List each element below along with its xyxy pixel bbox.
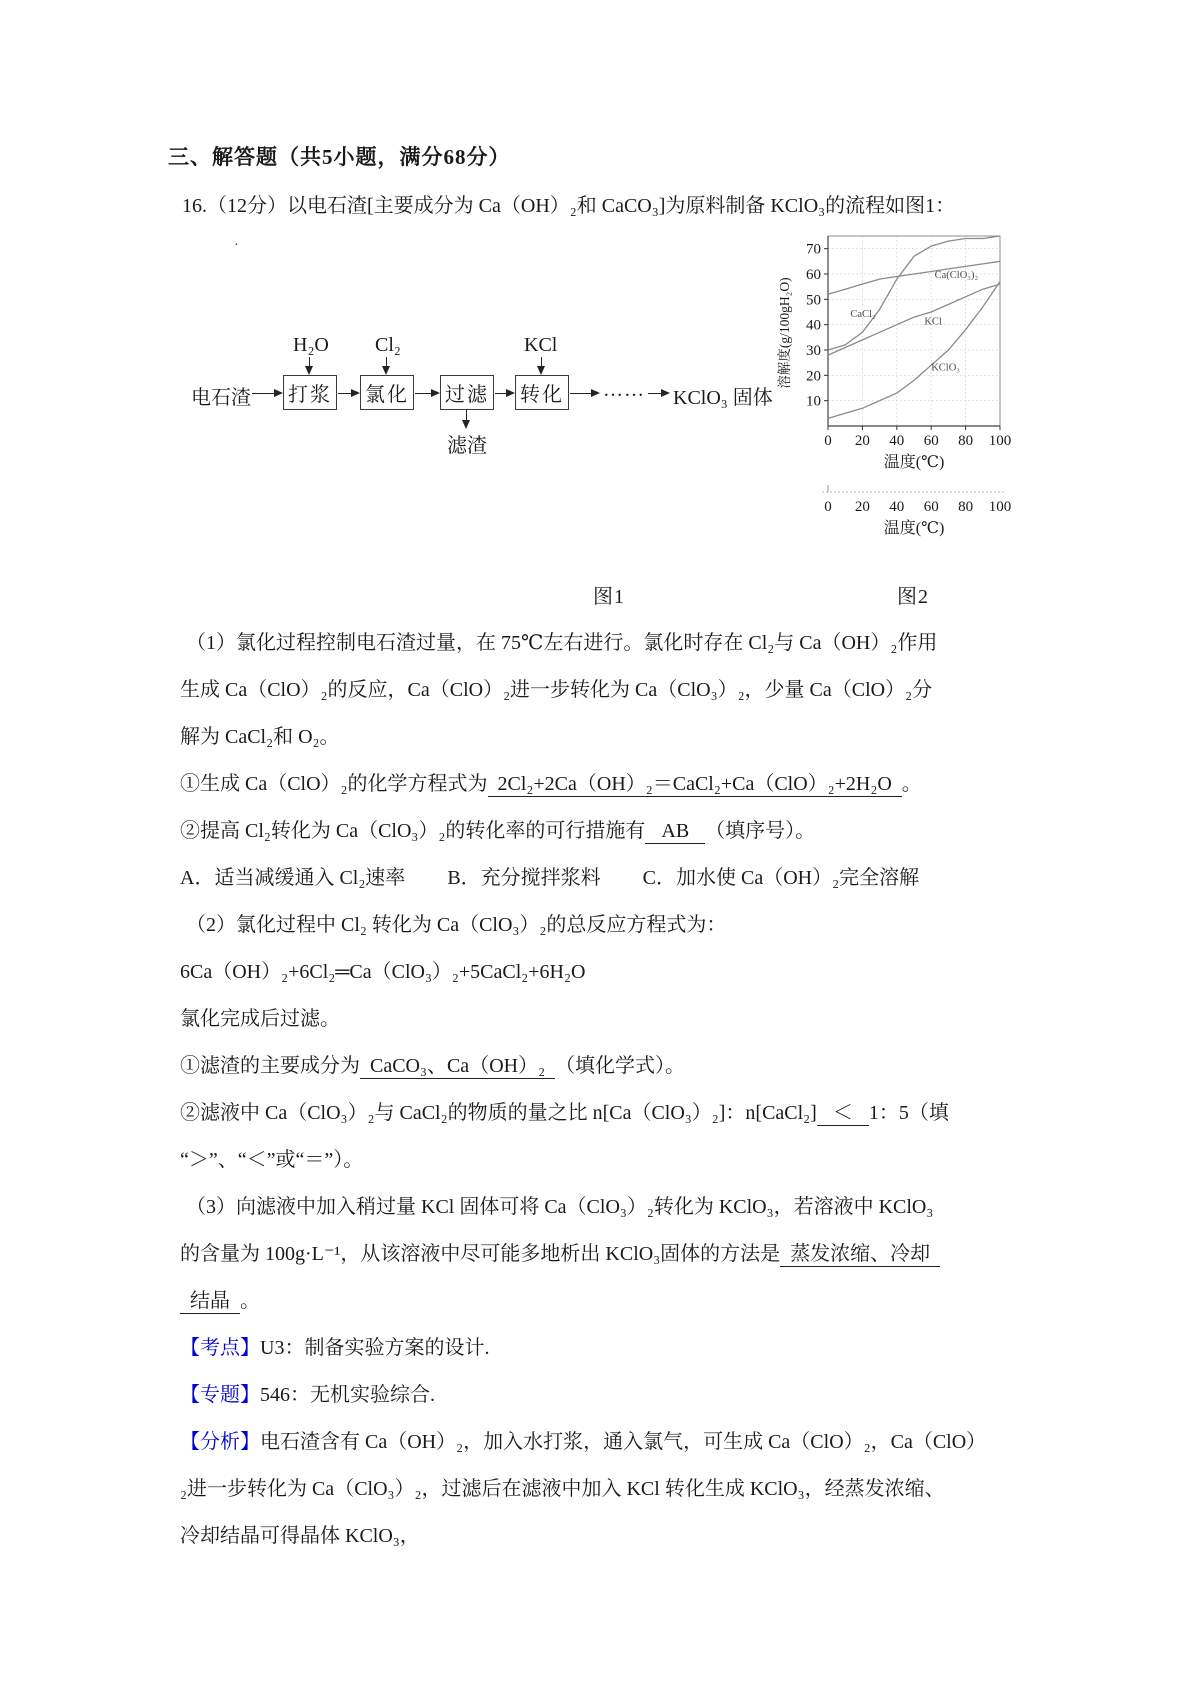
stray-dot-artifact: ·	[234, 238, 239, 253]
curve-label: KClO₃	[931, 362, 960, 374]
curve-label: Ca(ClO₃)₂	[934, 269, 979, 281]
figure2-solubility-chart	[775, 230, 1045, 542]
figure2-caption: 图2	[897, 586, 929, 608]
flow-step-conversion: 转化	[515, 375, 569, 410]
para-1-line-1: （1）氯化过程控制电石渣过量，在 75℃左右进行。氯化时存在 Cl₂与 Ca（OH）₂作用	[186, 632, 938, 654]
kaodian-tag: 【考点】	[180, 1337, 260, 1359]
flow-arrow	[252, 393, 281, 394]
option-c: C．加水使 Ca（OH）₂完全溶解	[642, 867, 920, 889]
svg-text:80: 80	[958, 499, 974, 515]
sub-question-2	[180, 808, 1052, 855]
svg-text:60: 60	[923, 499, 939, 515]
svg-text:100: 100	[988, 433, 1012, 449]
flow-arrow	[415, 393, 438, 394]
q2-prefix: ②提高 Cl₂转化为 Ca（ClO₃）₂的转化率的可行措施有	[180, 820, 646, 842]
q5-answer-part2-underlined: 结晶	[180, 1290, 240, 1314]
svg-text:60: 60	[923, 433, 939, 449]
x-axis-title: 温度(℃)	[883, 454, 945, 471]
question-body	[180, 620, 1052, 1560]
fenxi-tag: 【分析】	[180, 1431, 260, 1453]
fenxi-text-1: 电石渣含有 Ca（OH）₂，加入水打浆，通入氯气，可生成 Ca（ClO）₂，Ca（ClO）	[260, 1431, 987, 1453]
svg-text:10: 10	[806, 393, 821, 410]
svg-text:0: 0	[824, 433, 832, 449]
y-axis-title: 溶解度(g/100gH₂O)	[777, 277, 792, 389]
x-axis-title-duplicate: 温度(℃)	[883, 520, 945, 537]
svg-text:30: 30	[806, 343, 821, 359]
flow-arrow	[495, 393, 513, 394]
q4-prefix: ②滤液中 Ca（ClO₃）₂与 CaCl₂的物质的量之比 n[Ca（ClO₃）₂]：n[CaCl₂]	[180, 1102, 817, 1124]
para-2-line-1: （2）氯化过程中 Cl₂ 转化为 Ca（ClO₃）₂的总反应方程式为：	[186, 914, 727, 936]
svg-text:20: 20	[854, 433, 870, 449]
flow-input-chlorine: Cl₂	[375, 334, 401, 356]
flow-product-label: KClO₃ 固体	[673, 387, 773, 409]
svg-text:60: 60	[806, 267, 821, 283]
q3-prefix: ①滤渣的主要成分为	[180, 1055, 360, 1077]
svg-text:20: 20	[854, 499, 870, 515]
flow-input-water: H₂O	[293, 334, 329, 356]
zhuanti-line	[180, 1372, 1052, 1419]
flow-residue-label: 滤渣	[447, 435, 487, 457]
svg-text:40: 40	[806, 317, 821, 334]
para-2-line-3: 氯化完成后过滤。	[180, 1008, 340, 1030]
sub-question-1	[180, 761, 1052, 808]
q5-prefix: 的含量为 100g·L⁻¹，从该溶液中尽可能多地析出 KClO₃固体的方法是	[180, 1243, 781, 1265]
flow-input-kcl: KCl	[524, 334, 558, 356]
sub-question-5-cont	[180, 1278, 1052, 1325]
q3-answer-underlined: CaCO₃、Ca（OH）₂	[360, 1055, 555, 1079]
svg-text:0: 0	[824, 499, 832, 515]
flow-arrow	[570, 393, 598, 394]
svg-text:100: 100	[988, 499, 1012, 515]
zhuanti-text: 546：无机实验综合.	[260, 1384, 435, 1406]
q3-suffix: （填化学式）。	[555, 1055, 686, 1077]
q5-suffix: 。	[240, 1290, 260, 1312]
sub-question-4-cont: “＞”、“＜”或“＝”）。	[180, 1149, 364, 1171]
q1-prefix: ①生成 Ca（ClO）₂的化学方程式为	[180, 773, 488, 795]
figure1-caption: 图1	[593, 586, 625, 608]
flow-arrow-down	[541, 357, 542, 373]
fenxi-line-1	[180, 1419, 1052, 1466]
para-3-line-1: （3）向滤液中加入稍过量 KCl 固体可将 Ca（ClO₃）₂转化为 KClO₃，若溶液中 KClO₃	[186, 1196, 934, 1218]
flow-arrow-down	[386, 357, 387, 373]
q4-suffix: 1：5（填	[868, 1102, 949, 1124]
svg-text:70: 70	[806, 241, 821, 258]
flow-step-chlorination: 氯化	[360, 375, 414, 410]
q2-answer-underlined: AB	[645, 820, 705, 844]
q2-suffix: （填序号）。	[705, 820, 816, 842]
option-b: B．充分搅拌浆料	[447, 867, 601, 889]
flow-step-slurry: 打浆	[283, 375, 337, 410]
curve-label: KCl	[924, 316, 942, 328]
fenxi-line-2: ₂进一步转化为 Ca（ClO₃）₂，过滤后在滤液中加入 KCl 转化生成 KClO₃，经蒸发浓缩、	[180, 1478, 945, 1500]
para-2-equation: 6Ca（OH）₂+6Cl₂═Ca（ClO₃）₂+5CaCl₂+6H₂O	[180, 961, 586, 983]
q4-answer-underlined: ＜	[817, 1102, 869, 1126]
svg-text:40: 40	[889, 499, 905, 515]
flow-arrow	[648, 393, 668, 394]
q1-answer-underlined: 2Cl₂+2Ca（OH）₂＝CaCl₂+Ca（ClO）₂+2H₂O	[488, 773, 902, 797]
curve-label: CaCl₂	[850, 309, 876, 321]
flow-arrow-down	[309, 357, 310, 373]
zhuanti-tag: 【专题】	[180, 1384, 260, 1406]
svg-text:20: 20	[806, 368, 821, 385]
fenxi-line-3: 冷却结晶可得晶体 KClO₃，	[180, 1525, 420, 1547]
svg-text:50: 50	[806, 292, 821, 309]
q5-answer-part1-underlined: 蒸发浓缩、冷却	[780, 1243, 940, 1267]
svg-text:40: 40	[889, 433, 905, 449]
option-a: A．适当减缓通入 Cl₂速率	[180, 867, 406, 889]
para-1-line-2: 生成 Ca（ClO）₂的反应，Ca（ClO）₂进一步转化为 Ca（ClO₃）₂，少量 Ca（ClO）₂分	[180, 679, 933, 701]
flow-ellipsis: ……	[603, 379, 645, 401]
flow-source-label: 电石渣	[191, 387, 251, 409]
flow-step-filtration: 过滤	[440, 375, 494, 410]
question-16-intro: 16.（12分）以电石渣[主要成分为 Ca（OH）₂和 CaCO₃]为原料制备 KClO₃的流程如图1：	[182, 195, 956, 217]
para-1-line-3: 解为 CaCl₂和 O₂。	[180, 726, 340, 748]
q1-suffix: 。	[901, 773, 922, 795]
flow-arrow	[338, 393, 358, 394]
sub-question-4	[180, 1090, 1052, 1137]
svg-text:80: 80	[958, 433, 974, 449]
curve-KClO₃	[828, 282, 1000, 419]
section-header: 三、解答题（共5小题，满分68分）	[168, 145, 511, 169]
solubility-chart-svg	[775, 230, 1045, 542]
flow-arrow-down	[466, 410, 467, 427]
sub-question-5	[180, 1231, 1052, 1278]
kaodian-line	[180, 1325, 1052, 1372]
sub-question-3	[180, 1043, 1052, 1090]
options-line	[180, 855, 1052, 902]
kaodian-text: U3：制备实验方案的设计.	[260, 1337, 490, 1359]
